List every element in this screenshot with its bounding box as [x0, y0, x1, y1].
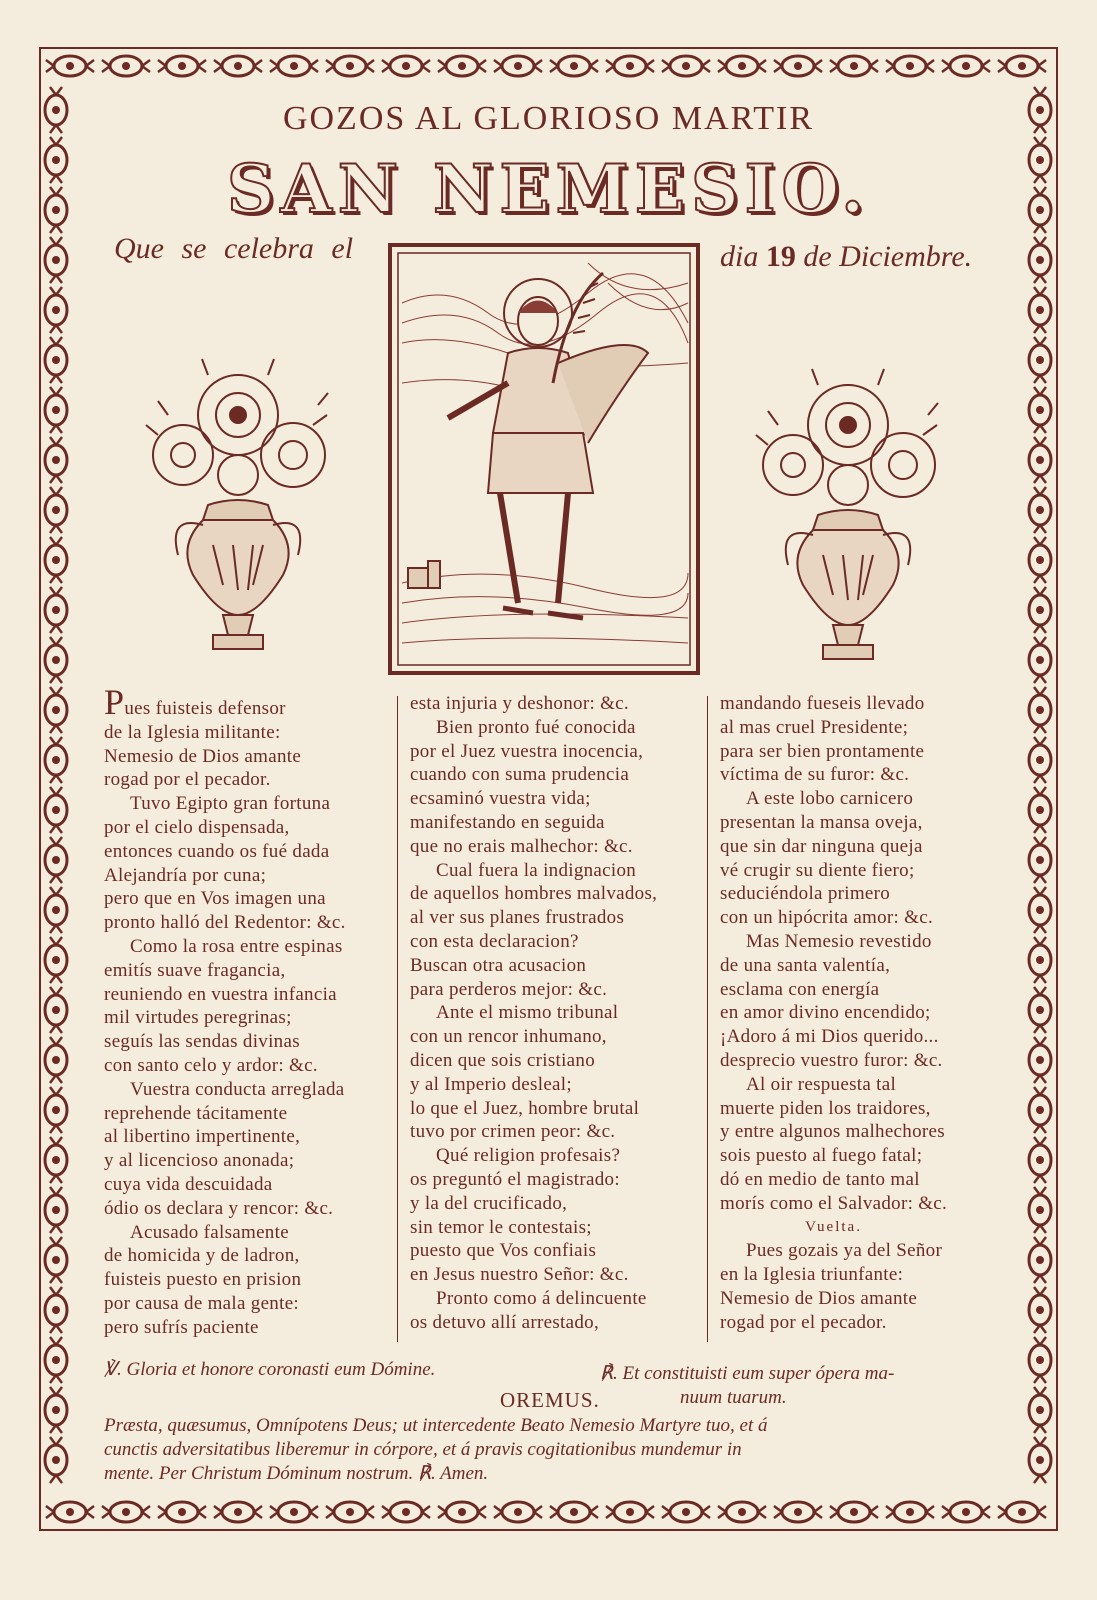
- verse-line: en amor divino encendido;: [720, 1002, 931, 1024]
- border-ornament: [45, 637, 67, 683]
- verse-line: pero sufrís paciente: [104, 1316, 259, 1338]
- border-ornament: [1029, 1137, 1051, 1183]
- verse-line: de la Iglesia militante:: [104, 721, 281, 743]
- border-ornament: [158, 1502, 206, 1522]
- border-ornament: [45, 737, 67, 783]
- verse-line: lo que el Juez, hombre brutal: [410, 1097, 640, 1119]
- border-ornament: [45, 487, 67, 533]
- verse-line: Pues gozais ya del Señor: [746, 1240, 943, 1262]
- border-ornament: [1029, 637, 1051, 683]
- border-ornament: [45, 1337, 67, 1383]
- border-ornament: [45, 1387, 67, 1433]
- border-ornament: [550, 56, 598, 76]
- verse-line: dicen que sois cristiano: [410, 1049, 596, 1071]
- verse-line: Mas Nemesio revestido: [746, 930, 932, 952]
- border-ornament: [662, 56, 710, 76]
- border-ornament: [270, 1502, 318, 1522]
- verse-line: Ante el mismo tribunal: [436, 1002, 619, 1024]
- border-ornament: [998, 1502, 1046, 1522]
- verse-line: Cual fuera la indignacion: [436, 859, 637, 881]
- verse-line: seduciéndola primero: [720, 883, 891, 905]
- border-ornament: [45, 787, 67, 833]
- subtitle-right: [720, 240, 972, 274]
- border-ornament: [494, 56, 542, 76]
- title-line-2: SAN NEMESIO.: [226, 150, 871, 228]
- border-ornament: [45, 687, 67, 733]
- border-ornament: [45, 1137, 67, 1183]
- border-ornament: [830, 1502, 878, 1522]
- verse-line: por causa de mala gente:: [104, 1292, 300, 1314]
- verse-line: rogad por el pecador.: [104, 769, 271, 791]
- verse-line: en la Iglesia triunfante:: [720, 1264, 904, 1286]
- border-ornament: [886, 56, 934, 76]
- verse-line: Alejandría por cuna;: [104, 864, 267, 886]
- verse-line: esclama con energía: [720, 978, 880, 1000]
- column-divider: [397, 696, 398, 1342]
- drop-cap: P: [104, 682, 125, 722]
- border-ornament: [1029, 587, 1051, 633]
- response-line-2: nuum tuarum.: [680, 1387, 787, 1408]
- verse-line: Vuelta.: [805, 1218, 862, 1235]
- verse-line: esta injuria y deshonor: &c.: [410, 693, 629, 714]
- border-ornament: [45, 1037, 67, 1083]
- verse-line: Acusado falsamente: [130, 1221, 289, 1243]
- flower-vase-right-icon: [748, 355, 948, 680]
- verse-line: para ser bien prontamente: [720, 740, 925, 762]
- border-ornament: [1029, 837, 1051, 883]
- verse-line: sois puesto al fuego fatal;: [720, 1145, 923, 1167]
- verse-column-1: [104, 682, 346, 1340]
- border-ornament: [1029, 987, 1051, 1033]
- verse-line: al ver sus planes frustrados: [410, 907, 625, 929]
- border-ornament: [606, 1502, 654, 1522]
- verse-line: cuando con suma prudencia: [410, 764, 630, 786]
- subtitle-date-number: 19: [765, 240, 796, 273]
- column-divider: [707, 696, 708, 1342]
- border-ornament: [45, 1437, 67, 1483]
- border-ornament: [46, 1502, 94, 1522]
- border-ornament: [45, 887, 67, 933]
- verse-line: en Jesus nuestro Señor: &c.: [410, 1264, 629, 1286]
- border-ornament: [494, 1502, 542, 1522]
- verse-line: con un hipócrita amor: &c.: [720, 907, 934, 929]
- verse-line: vé crugir su diente fiero;: [720, 859, 915, 881]
- border-ornament: [774, 1502, 822, 1522]
- verse-line: por el cielo dispensada,: [104, 816, 290, 838]
- verse-line: reprehende tácitamente: [104, 1102, 288, 1124]
- border-ornament: [45, 837, 67, 883]
- response-line-1: ℟. Et constituisti eum super ópera ma-: [600, 1363, 895, 1384]
- border-ornament: [1029, 1287, 1051, 1333]
- border-ornament: [1029, 687, 1051, 733]
- border-ornament: [326, 56, 374, 76]
- border-ornament: [158, 56, 206, 76]
- border-ornament: [102, 56, 150, 76]
- border-ornament: [45, 1287, 67, 1333]
- verse-line: rogad por el pecador.: [720, 1311, 887, 1333]
- border-ornament: [1029, 1037, 1051, 1083]
- border-ornament: [214, 56, 262, 76]
- oremus-heading: OREMUS.: [500, 1388, 600, 1412]
- border-ornament: [1029, 237, 1051, 283]
- verse-line: Buscan otra acusacion: [410, 954, 587, 976]
- prayer-text: [104, 1414, 1004, 1486]
- border-ornament: [1029, 1337, 1051, 1383]
- verse-line: entonces cuando os fué dada: [104, 840, 330, 862]
- border-ornament: [1029, 787, 1051, 833]
- verse-line: dó en medio de tanto mal: [720, 1168, 920, 1190]
- versicle: ℣. Gloria et honore coronasti eum Dómine.: [104, 1359, 436, 1380]
- verse-line: presentan la mansa oveja,: [720, 811, 923, 833]
- border-ornament: [718, 1502, 766, 1522]
- prayer-line: mente. Per Christum Dóminum nostrum. ℟. Amen.: [104, 1463, 489, 1484]
- verse-line: morís como el Salvador: &c.: [720, 1192, 948, 1214]
- verse-line: que no erais malhechor: &c.: [410, 835, 633, 857]
- verse-line: por el Juez vuestra inocencia,: [410, 740, 644, 762]
- verse-column-2: [410, 692, 657, 1335]
- verse-line: mandando fueseis llevado: [720, 693, 925, 714]
- border-ornament: [1029, 537, 1051, 583]
- subtitle-right-post: de Diciembre.: [803, 240, 973, 273]
- border-ornament: [1029, 1087, 1051, 1133]
- verse-line: Pronto como á delincuente: [436, 1287, 647, 1309]
- border-ornament: [46, 56, 94, 76]
- prayer-line: Præsta, quæsumus, Omnípotens Deus; ut intercedente Beato Nemesio Martyre tuo, et á: [104, 1415, 768, 1436]
- border-ornament: [1029, 937, 1051, 983]
- border-ornament: [886, 1502, 934, 1522]
- verse-line: fuisteis puesto en prision: [104, 1269, 302, 1291]
- border-ornament: [942, 1502, 990, 1522]
- verse-line: con santo celo y ardor: &c.: [104, 1054, 318, 1076]
- verse-line: Qué religion profesais?: [436, 1145, 621, 1167]
- verse-line: Nemesio de Dios amante: [104, 745, 302, 767]
- border-ornament: [774, 56, 822, 76]
- border-ornament: [45, 237, 67, 283]
- verse-column-3: [720, 692, 947, 1335]
- border-ornament: [102, 1502, 150, 1522]
- verse-line: Nemesio de Dios amante: [720, 1287, 918, 1309]
- border-ornament: [1029, 1237, 1051, 1283]
- verse-line: reuniendo en vuestra infancia: [104, 983, 337, 1005]
- verse-line: sin temor le contestais;: [410, 1216, 592, 1238]
- border-ornament: [45, 537, 67, 583]
- verse-line: seguís las sendas divinas: [104, 1031, 300, 1053]
- border-ornament: [1029, 287, 1051, 333]
- border-ornament: [662, 1502, 710, 1522]
- border-ornament: [942, 56, 990, 76]
- verse-line: al libertino impertinente,: [104, 1126, 301, 1148]
- verse-line: puesto que Vos confiais: [410, 1240, 597, 1262]
- verse-line: os preguntó el magistrado:: [410, 1168, 620, 1190]
- verse-line: mil virtudes peregrinas;: [104, 1007, 292, 1029]
- border-ornament: [45, 987, 67, 1033]
- subtitle-right-pre: dia: [720, 240, 759, 273]
- border-ornament: [45, 1237, 67, 1283]
- verse-line: al mas cruel Presidente;: [720, 716, 909, 738]
- border-ornament: [382, 1502, 430, 1522]
- border-ornament: [45, 937, 67, 983]
- border-ornament: [438, 56, 486, 76]
- verse-line: y al Imperio desleal;: [410, 1073, 572, 1095]
- border-ornament: [718, 56, 766, 76]
- border-ornament: [998, 56, 1046, 76]
- border-ornament: [1029, 337, 1051, 383]
- verse-line: para perderos mejor: &c.: [410, 978, 608, 1000]
- verse-line: Como la rosa entre espinas: [130, 935, 343, 957]
- verse-line: de homicida y de ladron,: [104, 1245, 300, 1267]
- border-ornament: [1029, 1437, 1051, 1483]
- verse-line: con un rencor inhumano,: [410, 1026, 607, 1048]
- verse-line: y entre algunos malhechores: [720, 1121, 945, 1143]
- verse-line: A este lobo carnicero: [746, 788, 914, 810]
- border-ornament: [438, 1502, 486, 1522]
- border-ornament: [550, 1502, 598, 1522]
- border-ornament: [830, 56, 878, 76]
- border-ornament: [45, 1087, 67, 1133]
- border-ornament: [45, 1187, 67, 1233]
- border-ornament: [1029, 437, 1051, 483]
- border-ornament: [45, 337, 67, 383]
- verse-line: desprecio vuestro furor: &c.: [720, 1049, 943, 1071]
- border-ornament: [1029, 737, 1051, 783]
- verse-line: emitís suave fragancia,: [104, 959, 286, 981]
- verse-line: víctima de su furor: &c.: [720, 764, 910, 786]
- verse-line: Bien pronto fué conocida: [436, 716, 636, 738]
- flower-vase-left-icon: [138, 345, 338, 670]
- verse-line: Al oir respuesta tal: [746, 1073, 897, 1095]
- woodcut-saint-with-palm: [388, 243, 700, 675]
- verse-line: muerte piden los traidores,: [720, 1097, 931, 1119]
- verse-line: Tuvo Egipto gran fortuna: [130, 793, 331, 815]
- border-ornament: [606, 56, 654, 76]
- verse-line: con esta declaracion?: [410, 930, 579, 952]
- border-ornament: [214, 1502, 262, 1522]
- border-ornament: [1029, 887, 1051, 933]
- border-ornament: [1029, 1387, 1051, 1433]
- verse-line: ódio os declara y rencor: &c.: [104, 1197, 334, 1219]
- border-ornament: [45, 287, 67, 333]
- border-ornament: [1029, 487, 1051, 533]
- border-ornament: [45, 437, 67, 483]
- verse-line: de aquellos hombres malvados,: [410, 883, 658, 905]
- verse-line: ecsaminó vuestra vida;: [410, 788, 591, 810]
- border-ornament: [45, 387, 67, 433]
- verse-line: cuya vida descuidada: [104, 1173, 273, 1195]
- verse-line: y la del crucificado,: [410, 1192, 568, 1214]
- verse-line: y al licencioso anonada;: [104, 1150, 295, 1172]
- subtitle-left: Que se celebra el: [114, 232, 354, 265]
- verse-line: de una santa valentía,: [720, 954, 891, 976]
- border-ornament: [382, 56, 430, 76]
- verse-line: que sin dar ninguna queja: [720, 835, 923, 857]
- verse-line: pronto halló del Redentor: &c.: [104, 912, 346, 934]
- verse-line: manifestando en seguida: [410, 811, 605, 833]
- verse-line: tuvo por crimen peor: &c.: [410, 1121, 616, 1143]
- verse-line: pero que en Vos imagen una: [104, 888, 326, 910]
- border-ornament: [1029, 387, 1051, 433]
- verse-line: os detuvo allí arrestado,: [410, 1311, 600, 1333]
- prayer-line: cunctis adversitatibus liberemur in córpore, et á pravis cogitationibus mundemur in: [104, 1439, 742, 1460]
- verse-line: Vuestra conducta arreglada: [130, 1078, 345, 1100]
- verse-line: Pues fuisteis defensor: [104, 682, 286, 722]
- response: [600, 1362, 894, 1410]
- verse-line: ¡Adoro á mi Dios querido...: [720, 1026, 939, 1048]
- border-ornament: [326, 1502, 374, 1522]
- border-ornament: [45, 587, 67, 633]
- border-ornament: [1029, 1187, 1051, 1233]
- title-line-1: GOZOS AL GLORIOSO MARTIR: [282, 100, 815, 137]
- border-ornament: [270, 56, 318, 76]
